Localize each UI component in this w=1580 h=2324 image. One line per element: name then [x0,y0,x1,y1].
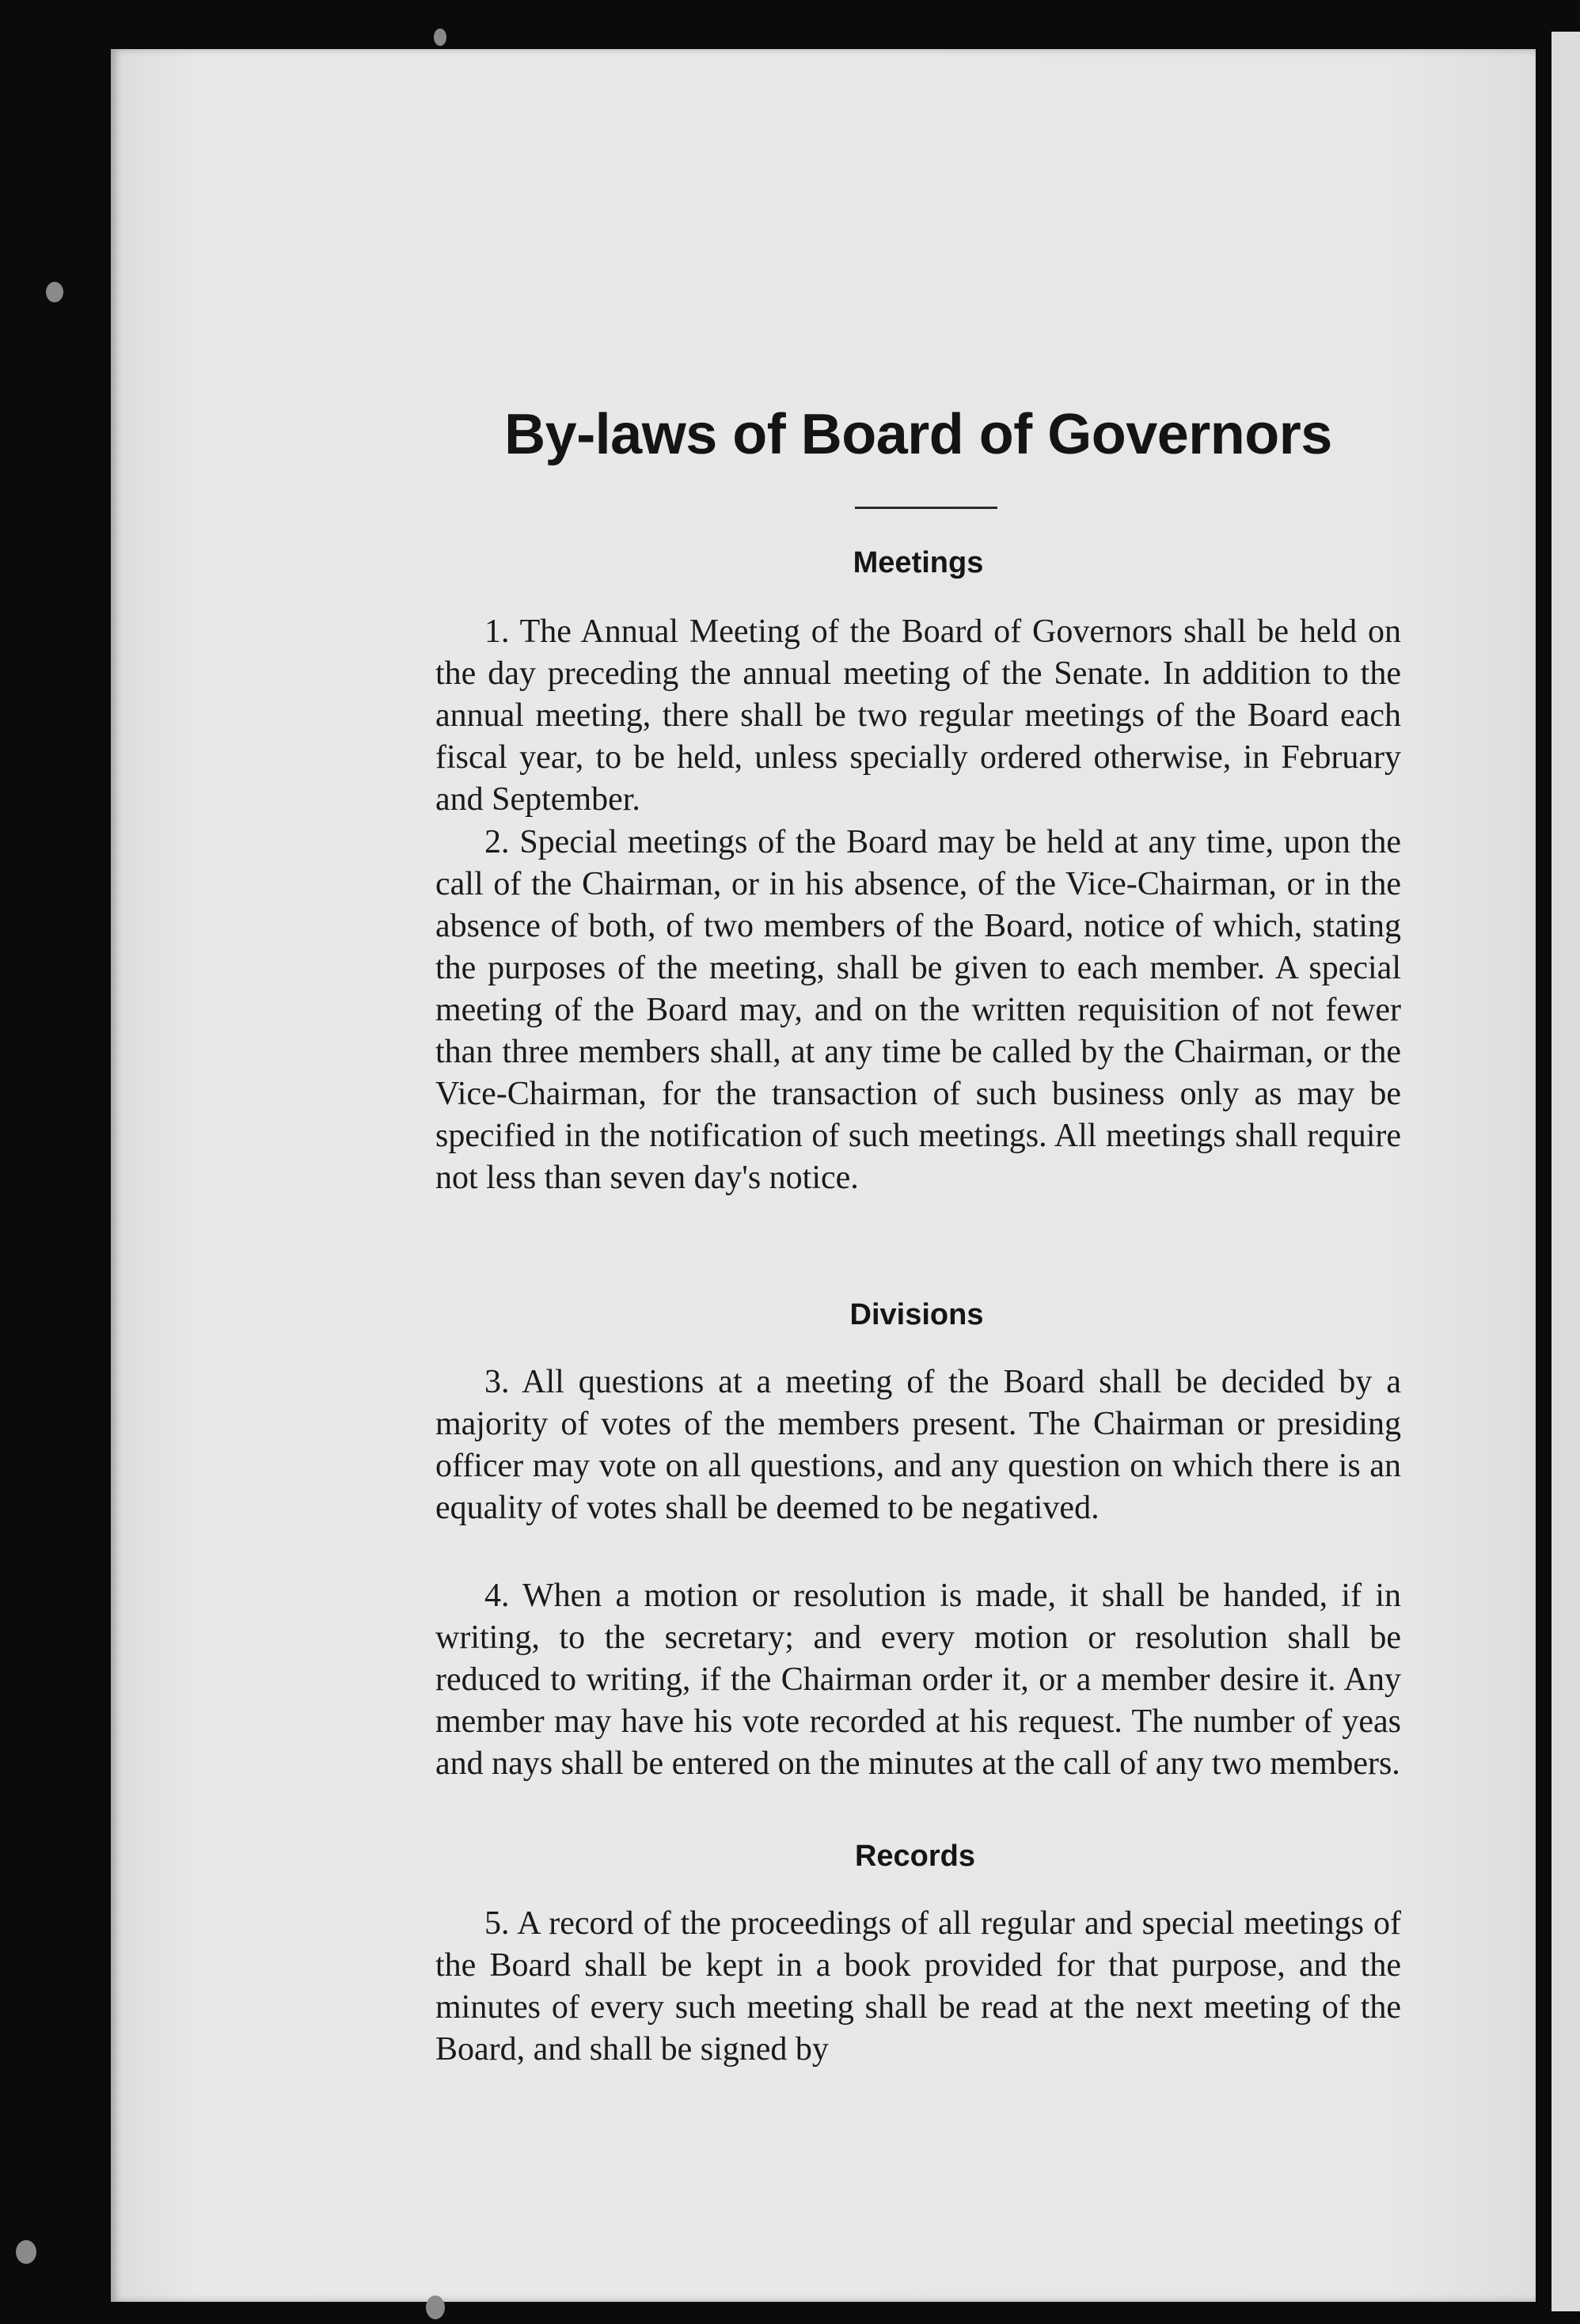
scan-speck [16,2240,36,2264]
page-gutter [1536,0,1552,2324]
section-heading-meetings: Meetings [853,546,984,579]
bylaw-paragraph-3: 3. All questions at a meeting of the Board shall be decided by a majority of votes of the members present. The Chairman or presiding officer may vote on all questions, and any question on which there is an equality of votes shall be deemed to be negatived. [435,1364,1401,1526]
section-heading-divisions: Divisions [849,1298,984,1331]
page-title: By-laws of Board of Governors [504,403,1332,466]
scan-speck [426,2296,445,2319]
scan-speck [434,28,446,46]
bylaw-paragraph-4: 4. When a motion or resolution is made, it shall be handed, if in writing, to the secretary; and every motion or resolution shall be reduced to writing, if the Chairman order it, or a member desire it. Any member may have his vote recorded at his request. The number of yeas and nays shall be entered on the minutes at the call of any two members. [435,1578,1401,1782]
bylaw-paragraph-2: 2. Special meetings of the Board may be held at any time, upon the call of the Chairman, or in his absence, of the Vice-Chairman, or in the absence of both, of two members of the Board, notice of which, stating the purposes of the meeting, shall be given to each member. A special meeting of the Board may, and on the written requisition of not fewer than three members shall, at any time be called by the Chairman, or the Vice-Chairman, for the transaction of such business only as may be specified in the notification of such meetings. All meetings shall require not less than seven day's notice. [435,824,1401,1196]
bylaw-paragraph-1: 1. The Annual Meeting of the Board of Governors shall be held on the day preceding the annual meeting of the Senate. In addition to the annual meeting, there shall be two regular meetings of the Board each fiscal year, to be held, unless specially ordered otherwise, in February and September. [435,613,1401,818]
facing-page-edge [1552,32,1580,2311]
section-heading-records: Records [854,1840,976,1873]
bylaw-paragraph-5: 5. A record of the proceedings of all regular and special meetings of the Board shall be kept in a book provided for that purpose, and the minutes of every such meeting shall be read at the next meeting of the Board, and shall be signed by [435,1905,1401,2068]
title-divider [855,507,997,509]
scan-speck [46,282,63,302]
